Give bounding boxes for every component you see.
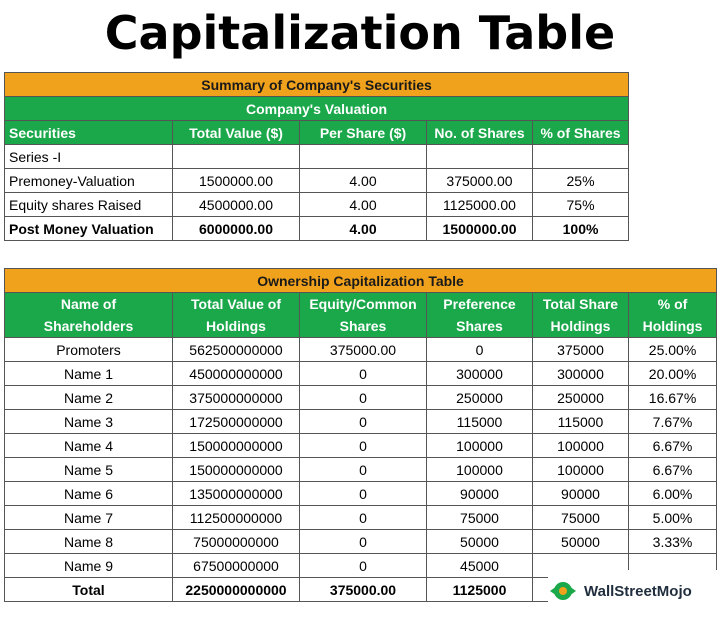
cell: 3.33% xyxy=(629,530,717,554)
cell: Total xyxy=(5,578,173,602)
header-equity: Equity/Common Shares xyxy=(300,293,427,338)
cell: 75000000000 xyxy=(173,530,300,554)
header-per-share: Per Share ($) xyxy=(300,121,427,145)
cell: Name 9 xyxy=(5,554,173,578)
cell: 375000 xyxy=(533,338,629,362)
watermark-label: WallStreetMojo xyxy=(584,582,692,600)
cell: 115000 xyxy=(427,410,533,434)
cell: 25% xyxy=(533,169,629,193)
cell: 6.67% xyxy=(629,458,717,482)
cell: Name 3 xyxy=(5,410,173,434)
table-row xyxy=(5,482,717,506)
cell xyxy=(300,145,427,169)
cell: 375000.00 xyxy=(300,338,427,362)
cell: Equity shares Raised xyxy=(5,193,173,217)
page-title: Capitalization Table xyxy=(104,6,616,60)
cell: Name 5 xyxy=(5,458,173,482)
cell: Name 4 xyxy=(5,434,173,458)
header-percent: % of Holdings xyxy=(629,293,717,338)
cell: 300000 xyxy=(533,362,629,386)
cell: Series -I xyxy=(5,145,173,169)
cell: 0 xyxy=(300,482,427,506)
cell: 100% xyxy=(533,217,629,241)
cell: 150000000000 xyxy=(173,434,300,458)
cell: 0 xyxy=(300,362,427,386)
cell: 0 xyxy=(300,410,427,434)
header-total-share: Total Share Holdings xyxy=(533,293,629,338)
cell: Promoters xyxy=(5,338,173,362)
cell: Name 2 xyxy=(5,386,173,410)
wallstreetmojo-logo-icon xyxy=(548,576,578,606)
cell: 250000 xyxy=(533,386,629,410)
cell: 7.67% xyxy=(629,410,717,434)
table-row xyxy=(5,506,717,530)
cell: 75000 xyxy=(427,506,533,530)
cell: Premoney-Valuation xyxy=(5,169,173,193)
table-row xyxy=(5,338,717,362)
summary-title: Summary of Company's Securities xyxy=(5,73,629,97)
summary-subtitle: Company's Valuation xyxy=(5,97,629,121)
cell: 375000000000 xyxy=(173,386,300,410)
cell: Name 1 xyxy=(5,362,173,386)
cell: 25.00% xyxy=(629,338,717,362)
cell: 4500000.00 xyxy=(173,193,300,217)
cell: 100000 xyxy=(533,434,629,458)
cell xyxy=(173,145,300,169)
cell: 6000000.00 xyxy=(173,217,300,241)
header-no-of-shares: No. of Shares xyxy=(427,121,533,145)
table-row xyxy=(5,193,629,217)
ownership-title: Ownership Capitalization Table xyxy=(5,269,717,293)
cell: 75000 xyxy=(533,506,629,530)
header-total-value: Total Value of Holdings xyxy=(173,293,300,338)
cell: 375000.00 xyxy=(427,169,533,193)
cell: 6.00% xyxy=(629,482,717,506)
cell: 4.00 xyxy=(300,217,427,241)
table-row xyxy=(5,386,717,410)
cell: Name 6 xyxy=(5,482,173,506)
cell: 100000 xyxy=(427,458,533,482)
cell: 115000 xyxy=(533,410,629,434)
table-row xyxy=(5,362,717,386)
header-securities: Securities xyxy=(5,121,173,145)
cell: 150000000000 xyxy=(173,458,300,482)
cell: 562500000000 xyxy=(173,338,300,362)
cell: 250000 xyxy=(427,386,533,410)
header-preference: Preference Shares xyxy=(427,293,533,338)
cell: 1125000.00 xyxy=(427,193,533,217)
cell: 0 xyxy=(300,530,427,554)
cell: 20.00% xyxy=(629,362,717,386)
cell: 90000 xyxy=(533,482,629,506)
cell: 16.67% xyxy=(629,386,717,410)
cell: 4.00 xyxy=(300,193,427,217)
cell: 172500000000 xyxy=(173,410,300,434)
cell: Name 7 xyxy=(5,506,173,530)
cell: Name 8 xyxy=(5,530,173,554)
cell: 100000 xyxy=(533,458,629,482)
cell: 6.67% xyxy=(629,434,717,458)
ownership-header-row xyxy=(5,293,717,338)
cell: 50000 xyxy=(427,530,533,554)
table-row xyxy=(5,434,717,458)
header-percent-shares: % of Shares xyxy=(533,121,629,145)
table-row xyxy=(5,458,717,482)
header-total-value: Total Value ($) xyxy=(173,121,300,145)
cell: 0 xyxy=(300,554,427,578)
cell xyxy=(533,145,629,169)
cell: 0 xyxy=(300,506,427,530)
cell: 1500000.00 xyxy=(427,217,533,241)
cell: 67500000000 xyxy=(173,554,300,578)
cell: 1500000.00 xyxy=(173,169,300,193)
cell: Post Money Valuation xyxy=(5,217,173,241)
table-row-total xyxy=(5,217,629,241)
cell: 100000 xyxy=(427,434,533,458)
cell: 450000000000 xyxy=(173,362,300,386)
cell: 0 xyxy=(427,338,533,362)
cell: 90000 xyxy=(427,482,533,506)
cell: 45000 xyxy=(427,554,533,578)
cell: 300000 xyxy=(427,362,533,386)
table-row xyxy=(5,145,629,169)
table-row xyxy=(5,530,717,554)
cell xyxy=(427,145,533,169)
cell: 50000 xyxy=(533,530,629,554)
cell: 2250000000000 xyxy=(173,578,300,602)
summary-header-row xyxy=(5,121,629,145)
header-name: Name of Shareholders xyxy=(5,293,173,338)
cell: 0 xyxy=(300,386,427,410)
cell: 112500000000 xyxy=(173,506,300,530)
ownership-table xyxy=(4,268,717,602)
cell: 5.00% xyxy=(629,506,717,530)
cell: 0 xyxy=(300,434,427,458)
watermark xyxy=(548,570,718,612)
cell: 135000000000 xyxy=(173,482,300,506)
cell: 1125000 xyxy=(427,578,533,602)
cell: 75% xyxy=(533,193,629,217)
summary-table xyxy=(4,72,629,241)
cell: 4.00 xyxy=(300,169,427,193)
cell: 375000.00 xyxy=(300,578,427,602)
table-row xyxy=(5,169,629,193)
table-row xyxy=(5,410,717,434)
cell: 0 xyxy=(300,458,427,482)
